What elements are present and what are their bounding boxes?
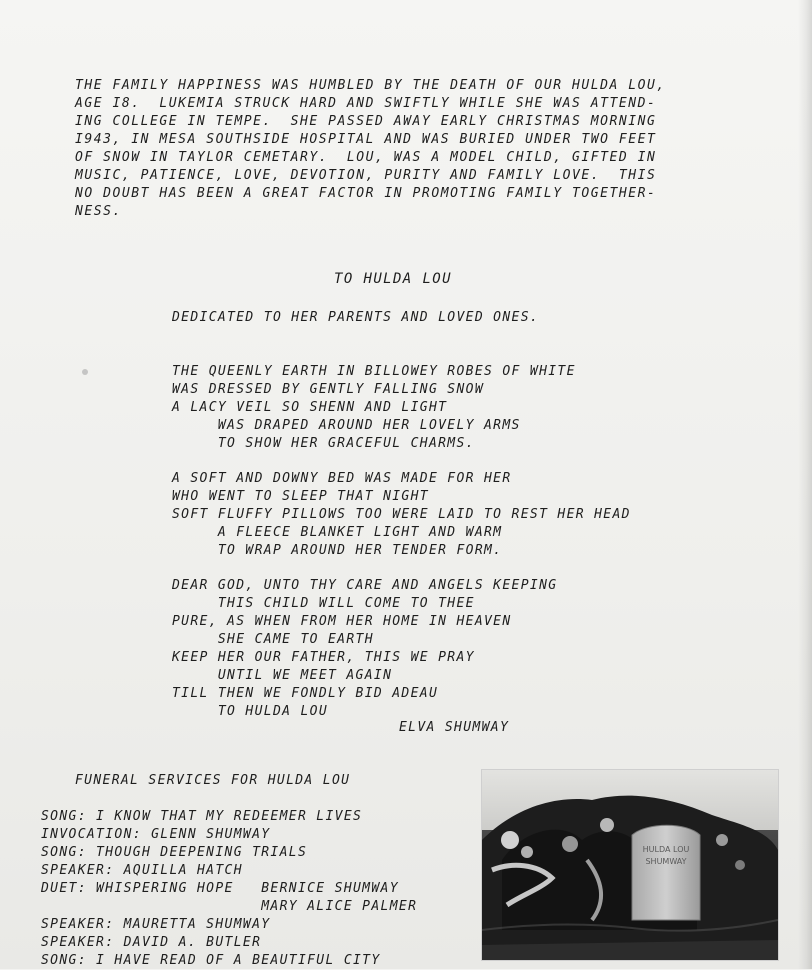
poem-line: A LACY VEIL SO SHENN AND LIGHT [172, 400, 448, 415]
poem-title: TO HULDA LOU [334, 271, 452, 287]
poem-line: TO SHOW HER GRACEFUL CHARMS. [172, 436, 475, 451]
poem-author: ELVA SHUMWAY [399, 720, 510, 735]
program-item: SPEAKER: AQUILLA HATCH [41, 863, 243, 878]
poem-line: WHO WENT TO SLEEP THAT NIGHT [172, 489, 429, 504]
headstone-text-2: SHUMWAY [645, 857, 687, 866]
poem-line: WAS DRESSED BY GENTLY FALLING SNOW [172, 382, 485, 397]
grave-photo-image [482, 770, 778, 960]
poem-line: TO HULDA LOU [172, 704, 329, 719]
grave-photo [482, 770, 778, 960]
poem-line: KEEP HER OUR FATHER, THIS WE PRAY [172, 650, 475, 665]
poem-line: A FLEECE BLANKET LIGHT AND WARM [172, 525, 503, 540]
intro-line: AGE I8. LUKEMIA STRUCK HARD AND SWIFTLY WHILE SHE WAS ATTEND- [75, 96, 657, 111]
poem-line: PURE, AS WHEN FROM HER HOME IN HEAVEN [172, 614, 512, 629]
poem-line: TILL THEN WE FONDLY BID ADEAU [172, 686, 439, 701]
poem-line: A SOFT AND DOWNY BED WAS MADE FOR HER [172, 471, 512, 486]
headstone [632, 825, 700, 920]
intro-line: MUSIC, PATIENCE, LOVE, DEVOTION, PURITY AND FAMILY LOVE. THIS [75, 168, 657, 183]
program-item: INVOCATION: GLENN SHUMWAY [41, 827, 271, 842]
program-item: SONG: THOUGH DEEPENING TRIALS [41, 845, 308, 860]
poem-line: TO WRAP AROUND HER TENDER FORM. [172, 543, 503, 558]
poem-line: UNTIL WE MEET AGAIN [172, 668, 393, 683]
poem-line: DEAR GOD, UNTO THY CARE AND ANGELS KEEPING [172, 578, 558, 593]
poem-line: SOFT FLUFFY PILLOWS TOO WERE LAID TO REST HER HEAD [172, 507, 631, 522]
program-item: DUET: WHISPERING HOPE BERNICE SHUMWAY [41, 881, 399, 896]
intro-line: THE FAMILY HAPPINESS WAS HUMBLED BY THE DEATH OF OUR HULDA LOU, [75, 78, 666, 93]
program-item: SPEAKER: MAURETTA SHUMWAY [41, 917, 271, 932]
program-item: MARY ALICE PALMER [41, 899, 418, 914]
intro-line: NO DOUBT HAS BEEN A GREAT FACTOR IN PROMOTING FAMILY TOGETHER- [75, 186, 657, 201]
program-item: SPEAKER: DAVID A. BUTLER [41, 935, 262, 950]
funeral-heading: FUNERAL SERVICES FOR HULDA LOU [75, 773, 351, 788]
intro-line: NESS. [75, 204, 122, 219]
intro-line: OF SNOW IN TAYLOR CEMETARY. LOU, WAS A MODEL CHILD, GIFTED IN [75, 150, 657, 165]
intro-line: ING COLLEGE IN TEMPE. SHE PASSED AWAY EARLY CHRISTMAS MORNING [75, 114, 657, 129]
intro-line: I943, IN MESA SOUTHSIDE HOSPITAL AND WAS BURIED UNDER TWO FEET [75, 132, 657, 147]
poem-line: SHE CAME TO EARTH [172, 632, 374, 647]
poem-line: WAS DRAPED AROUND HER LOVELY ARMS [172, 418, 521, 433]
paper-speck [82, 369, 88, 375]
page-edge-shadow [798, 0, 812, 969]
program-item: SONG: I HAVE READ OF A BEAUTIFUL CITY [41, 953, 381, 968]
poem-line: THIS CHILD WILL COME TO THEE [172, 596, 475, 611]
poem-line: THE QUEENLY EARTH IN BILLOWEY ROBES OF WHITE [172, 364, 576, 379]
program-item: SONG: I KNOW THAT MY REDEEMER LIVES [41, 809, 363, 824]
poem-dedication: DEDICATED TO HER PARENTS AND LOVED ONES. [172, 310, 540, 325]
headstone-text-1: HULDA LOU [642, 845, 690, 854]
